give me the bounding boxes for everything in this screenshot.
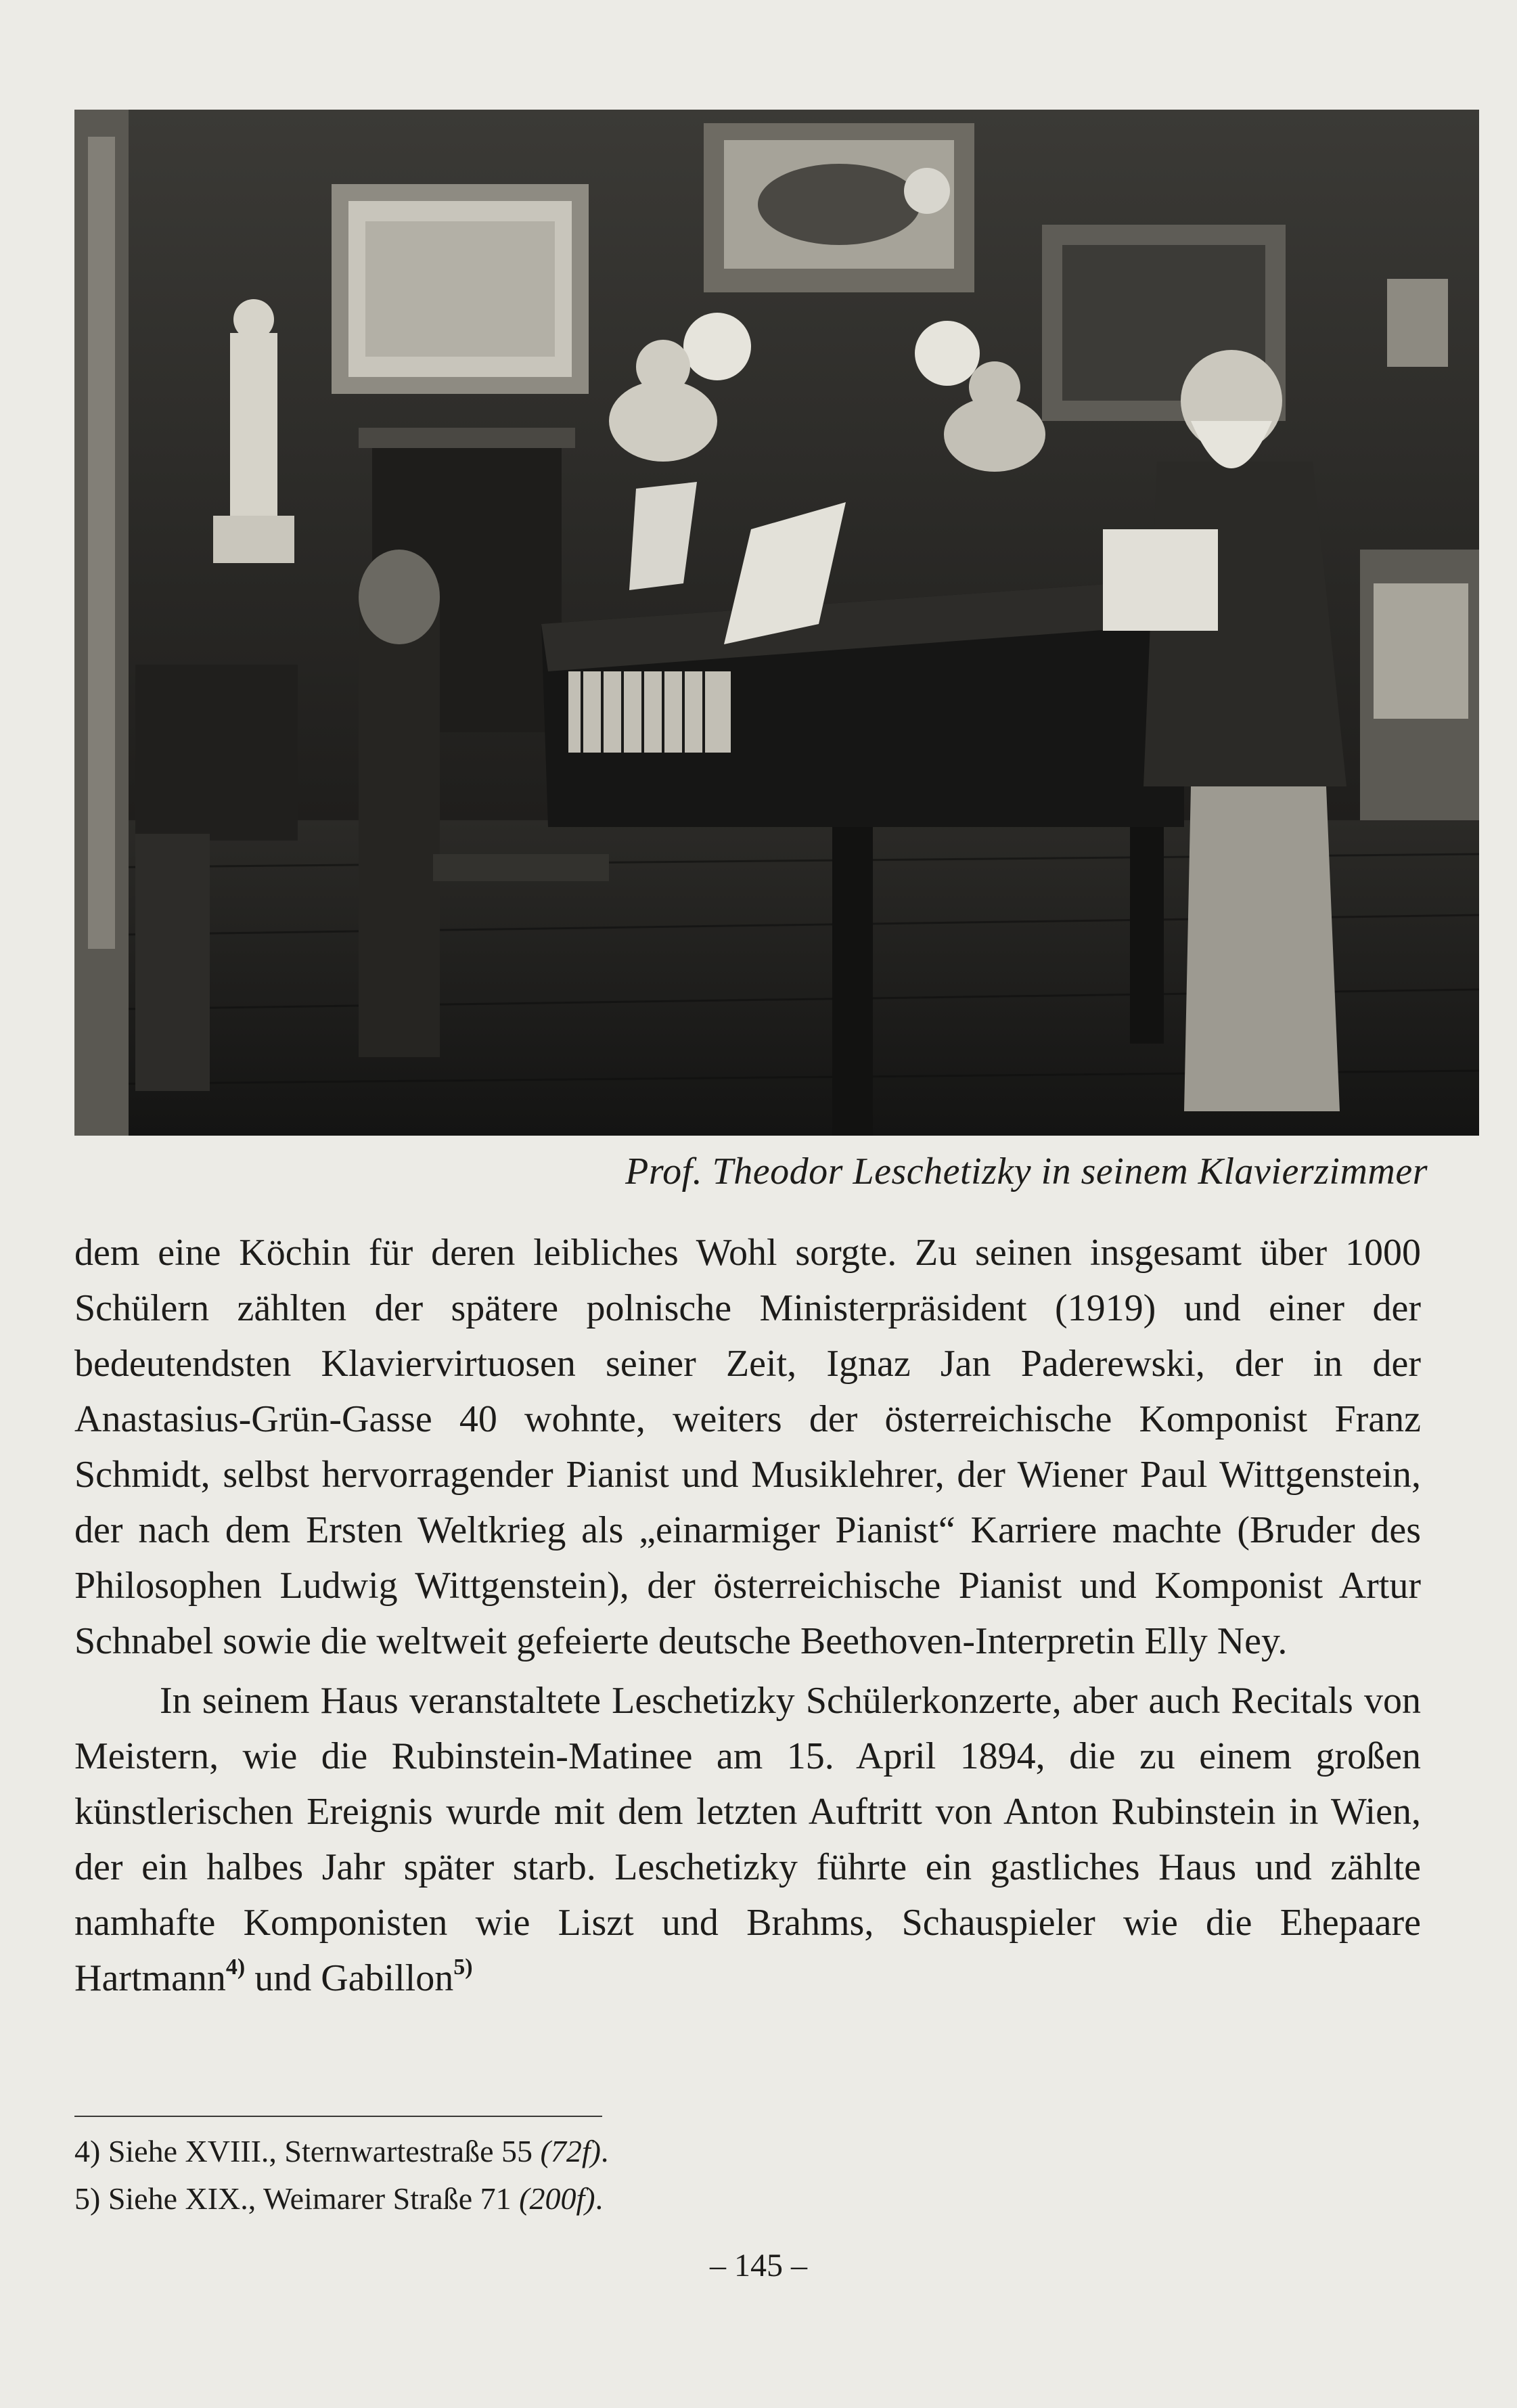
footnote-marker-5: 5) (453, 1955, 473, 1980)
footnotes (74, 2128, 1292, 2223)
footnote-5-end: . (595, 2181, 604, 2216)
footnote-4-ref: (72f) (540, 2134, 601, 2168)
historic-photograph (74, 110, 1479, 1136)
footnote-5 (74, 2175, 1292, 2223)
footnote-4 (74, 2128, 1292, 2175)
paragraph-2-text: In seinem Haus veranstaltete Leschetizky Schülerkonzerte, aber auch Recitals von Meistern, wie die Rubinstein-Matinee am 15. April 1894, die zu einem großen künstlerischen Ereignis wurde mit dem letzten Auftritt von Anton Rubinstein in Wien, der ein halbes Jahr später starb. Leschetizky führte ein gastliches Haus und zählte namhafte Komponisten wie Liszt und Brahms, Schauspieler wie die Ehepaare Hartmann (74, 1680, 1421, 1999)
footnote-4-end: . (600, 2134, 609, 2168)
footnote-5-text: 5) Siehe XIX., Weimarer Straße 71 (74, 2181, 520, 2216)
footnote-marker-4: 4) (225, 1955, 246, 1980)
footnote-4-text: 4) Siehe XVIII., Sternwartestraße 55 (74, 2134, 541, 2168)
paragraph-2 (74, 1673, 1421, 2006)
paragraph-1: dem eine Köchin für deren leibliches Wohl sorgte. Zu seinen insgesamt über 1000 Schülern zählten der spätere polnische Ministerpräsident (1919) und einer der bedeutendsten Klaviervirtuosen seiner Zeit, Ignaz Jan Paderewski, der in der Anastasius-Grün-Gasse 40 wohnte, weiters der österreichische Komponist Franz Schmidt, selbst hervorragender Pianist und Musiklehrer, der Wiener Paul Wittgenstein, der nach dem Ersten Weltkrieg als „einarmiger Pianist“ Karriere machte (Bruder des Philosophen Ludwig Wittgenstein), der österreichische Pianist und Komponist Artur Schnabel sowie die weltweit gefeierte deutsche Beethoven-Interpretin Elly Ney. (74, 1232, 1421, 1662)
paragraph-2-mid: und Gabillon (245, 1957, 454, 1999)
music-room-photo (74, 110, 1479, 1136)
footnote-5-ref: (200f) (519, 2181, 595, 2216)
photo-caption: Prof. Theodor Leschetizky in seinem Klavierzimmer (625, 1151, 1428, 1192)
footnote-separator (74, 2116, 602, 2117)
body-text (74, 1225, 1421, 2006)
page-number: – 145 – (710, 2248, 807, 2283)
